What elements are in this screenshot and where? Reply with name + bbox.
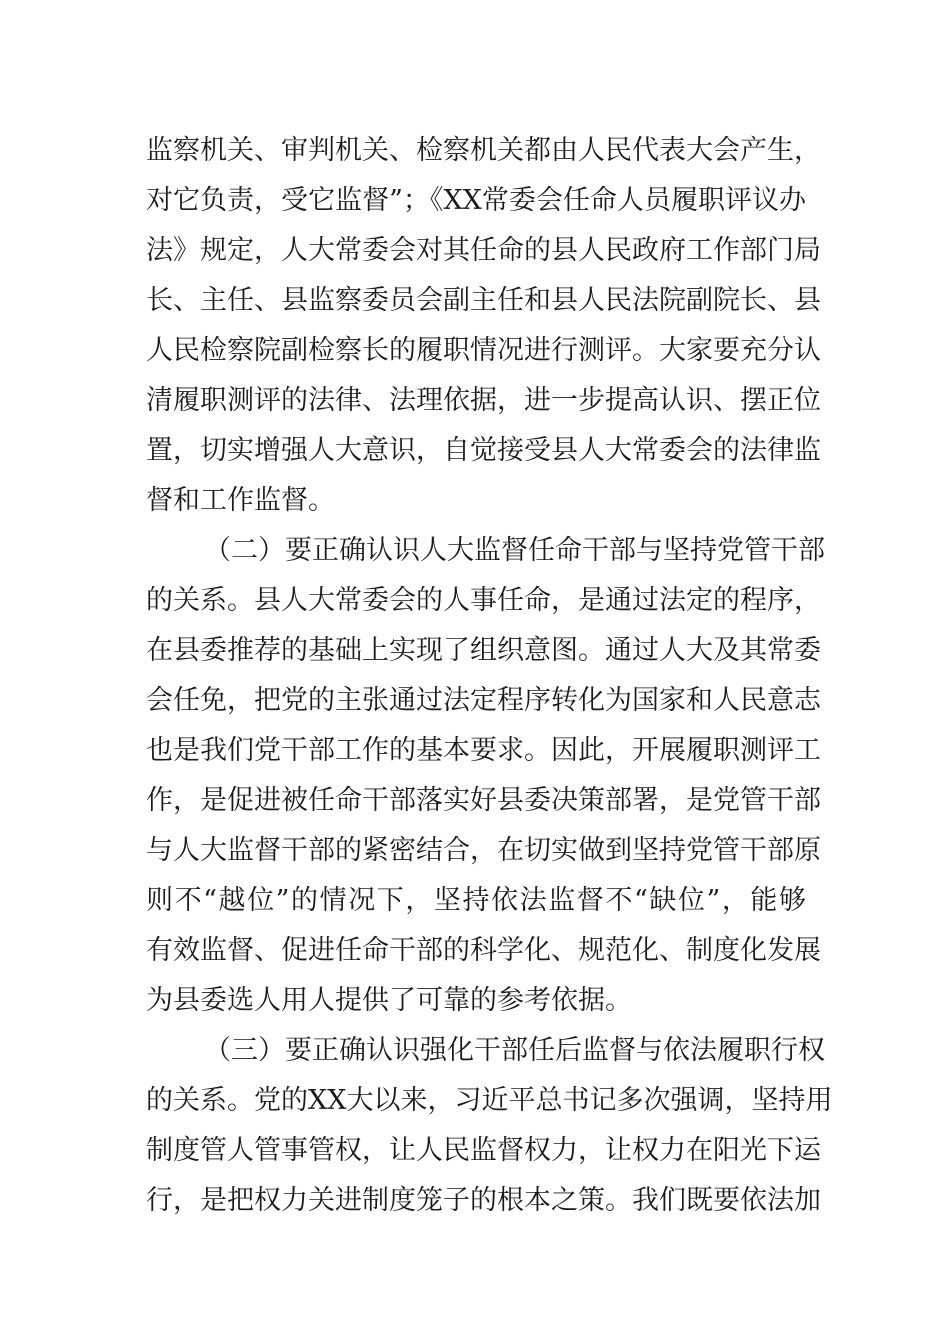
text-line: 行，是把权力关进制度笼子的根本之策。我们既要依法加 xyxy=(146,1185,821,1216)
text-line: 为县委选人用人提供了可靠的参考依据。 xyxy=(146,985,632,1016)
text-line: 则不“越位”的情况下，坚持依法监督不“缺位”，能够 xyxy=(146,885,806,916)
text-line: 监察机关、审判机关、检察机关都由人民代表大会产生， xyxy=(146,135,821,166)
text-line: 制度管人管事管权，让人民监督权力，让权力在阳光下运 xyxy=(146,1135,821,1166)
text-line: 置，切实增强人大意识，自觉接受县人大常委会的法律监 xyxy=(146,435,821,466)
paragraph-heading-line: （二）要正确认识人大监督任命干部与坚持党管干部 xyxy=(204,535,825,566)
text-line: 会任免，把党的主张通过法定程序转化为国家和人民意志 xyxy=(146,685,821,716)
text-line: 的关系。党的XX大以来，习近平总书记多次强调，坚持用 xyxy=(146,1085,833,1116)
text-line: 长、主任、县监察委员会副主任和县人民法院副院长、县 xyxy=(146,285,821,316)
text-line: 在县委推荐的基础上实现了组织意图。通过人大及其常委 xyxy=(146,635,821,666)
text-line: 与人大监督干部的紧密结合，在切实做到坚持党管干部原 xyxy=(146,835,821,866)
text-line: 人民检察院副检察长的履职情况进行测评。大家要充分认 xyxy=(146,335,821,366)
text-line: 法》规定，人大常委会对其任命的县人民政府工作部门局 xyxy=(146,235,821,266)
text-line: 督和工作监督。 xyxy=(146,485,335,516)
text-line: 清履职测评的法律、法理依据，进一步提高认识、摆正位 xyxy=(146,385,821,416)
paragraph-heading-line: （三）要正确认识强化干部任后监督与依法履职行权 xyxy=(204,1035,825,1066)
text-line: 也是我们党干部工作的基本要求。因此，开展履职测评工 xyxy=(146,735,821,766)
text-line: 作，是促进被任命干部落实好县委决策部署，是党管干部 xyxy=(146,785,821,816)
text-line: 的关系。县人大常委会的人事任命，是通过法定的程序， xyxy=(146,585,821,616)
text-line: 对它负责，受它监督”；《XX常委会任命人员履职评议办 xyxy=(146,185,806,216)
text-line: 有效监督、促进任命干部的科学化、规范化、制度化发展 xyxy=(146,935,821,966)
